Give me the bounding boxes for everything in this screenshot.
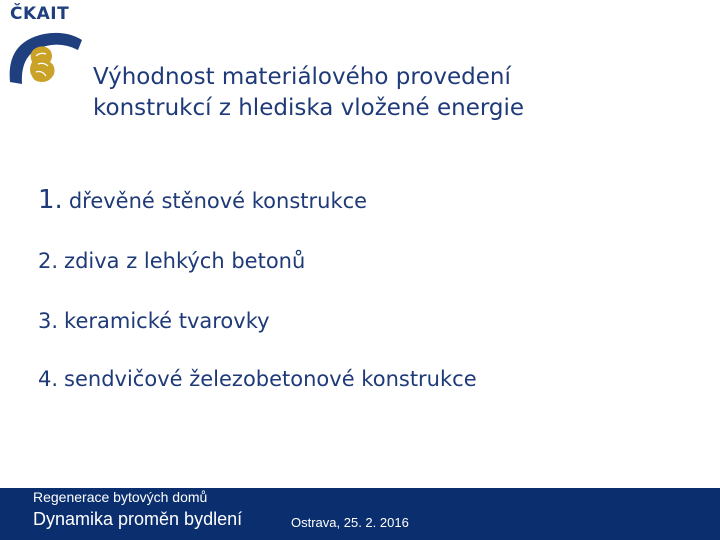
title-line-1: Výhodnost materiálového provedení bbox=[93, 64, 511, 90]
list-item bbox=[38, 185, 367, 215]
footer-bar bbox=[0, 488, 720, 540]
list-item-number: 1. bbox=[38, 185, 63, 215]
footer-series: Regenerace bytových domů bbox=[33, 489, 208, 505]
list-item-number: 2. bbox=[38, 249, 59, 273]
list-item-text: keramické tvarovky bbox=[64, 309, 270, 333]
list-item bbox=[38, 249, 305, 273]
slide-title bbox=[93, 62, 703, 124]
footer-place-date: Ostrava, 25. 2. 2016 bbox=[291, 515, 409, 530]
footer-event-name: Dynamika proměn bydlení bbox=[33, 509, 243, 529]
ckait-logo bbox=[4, 4, 84, 94]
list-item-number: 3. bbox=[38, 309, 59, 333]
list-item bbox=[38, 309, 270, 333]
list-item-text: sendvičové železobetonové konstrukce bbox=[64, 367, 477, 391]
list-item bbox=[38, 367, 477, 391]
list-item-text: dřevěné stěnové konstrukce bbox=[68, 189, 368, 213]
logo-text: ČKAIT bbox=[10, 4, 70, 24]
title-line-2: konstrukcí z hlediska vložené energie bbox=[93, 95, 525, 121]
ckait-lion-emblem-icon bbox=[4, 22, 84, 94]
list-item-text: zdiva z lehkých betonů bbox=[64, 249, 306, 273]
list-item-number: 4. bbox=[38, 367, 59, 391]
